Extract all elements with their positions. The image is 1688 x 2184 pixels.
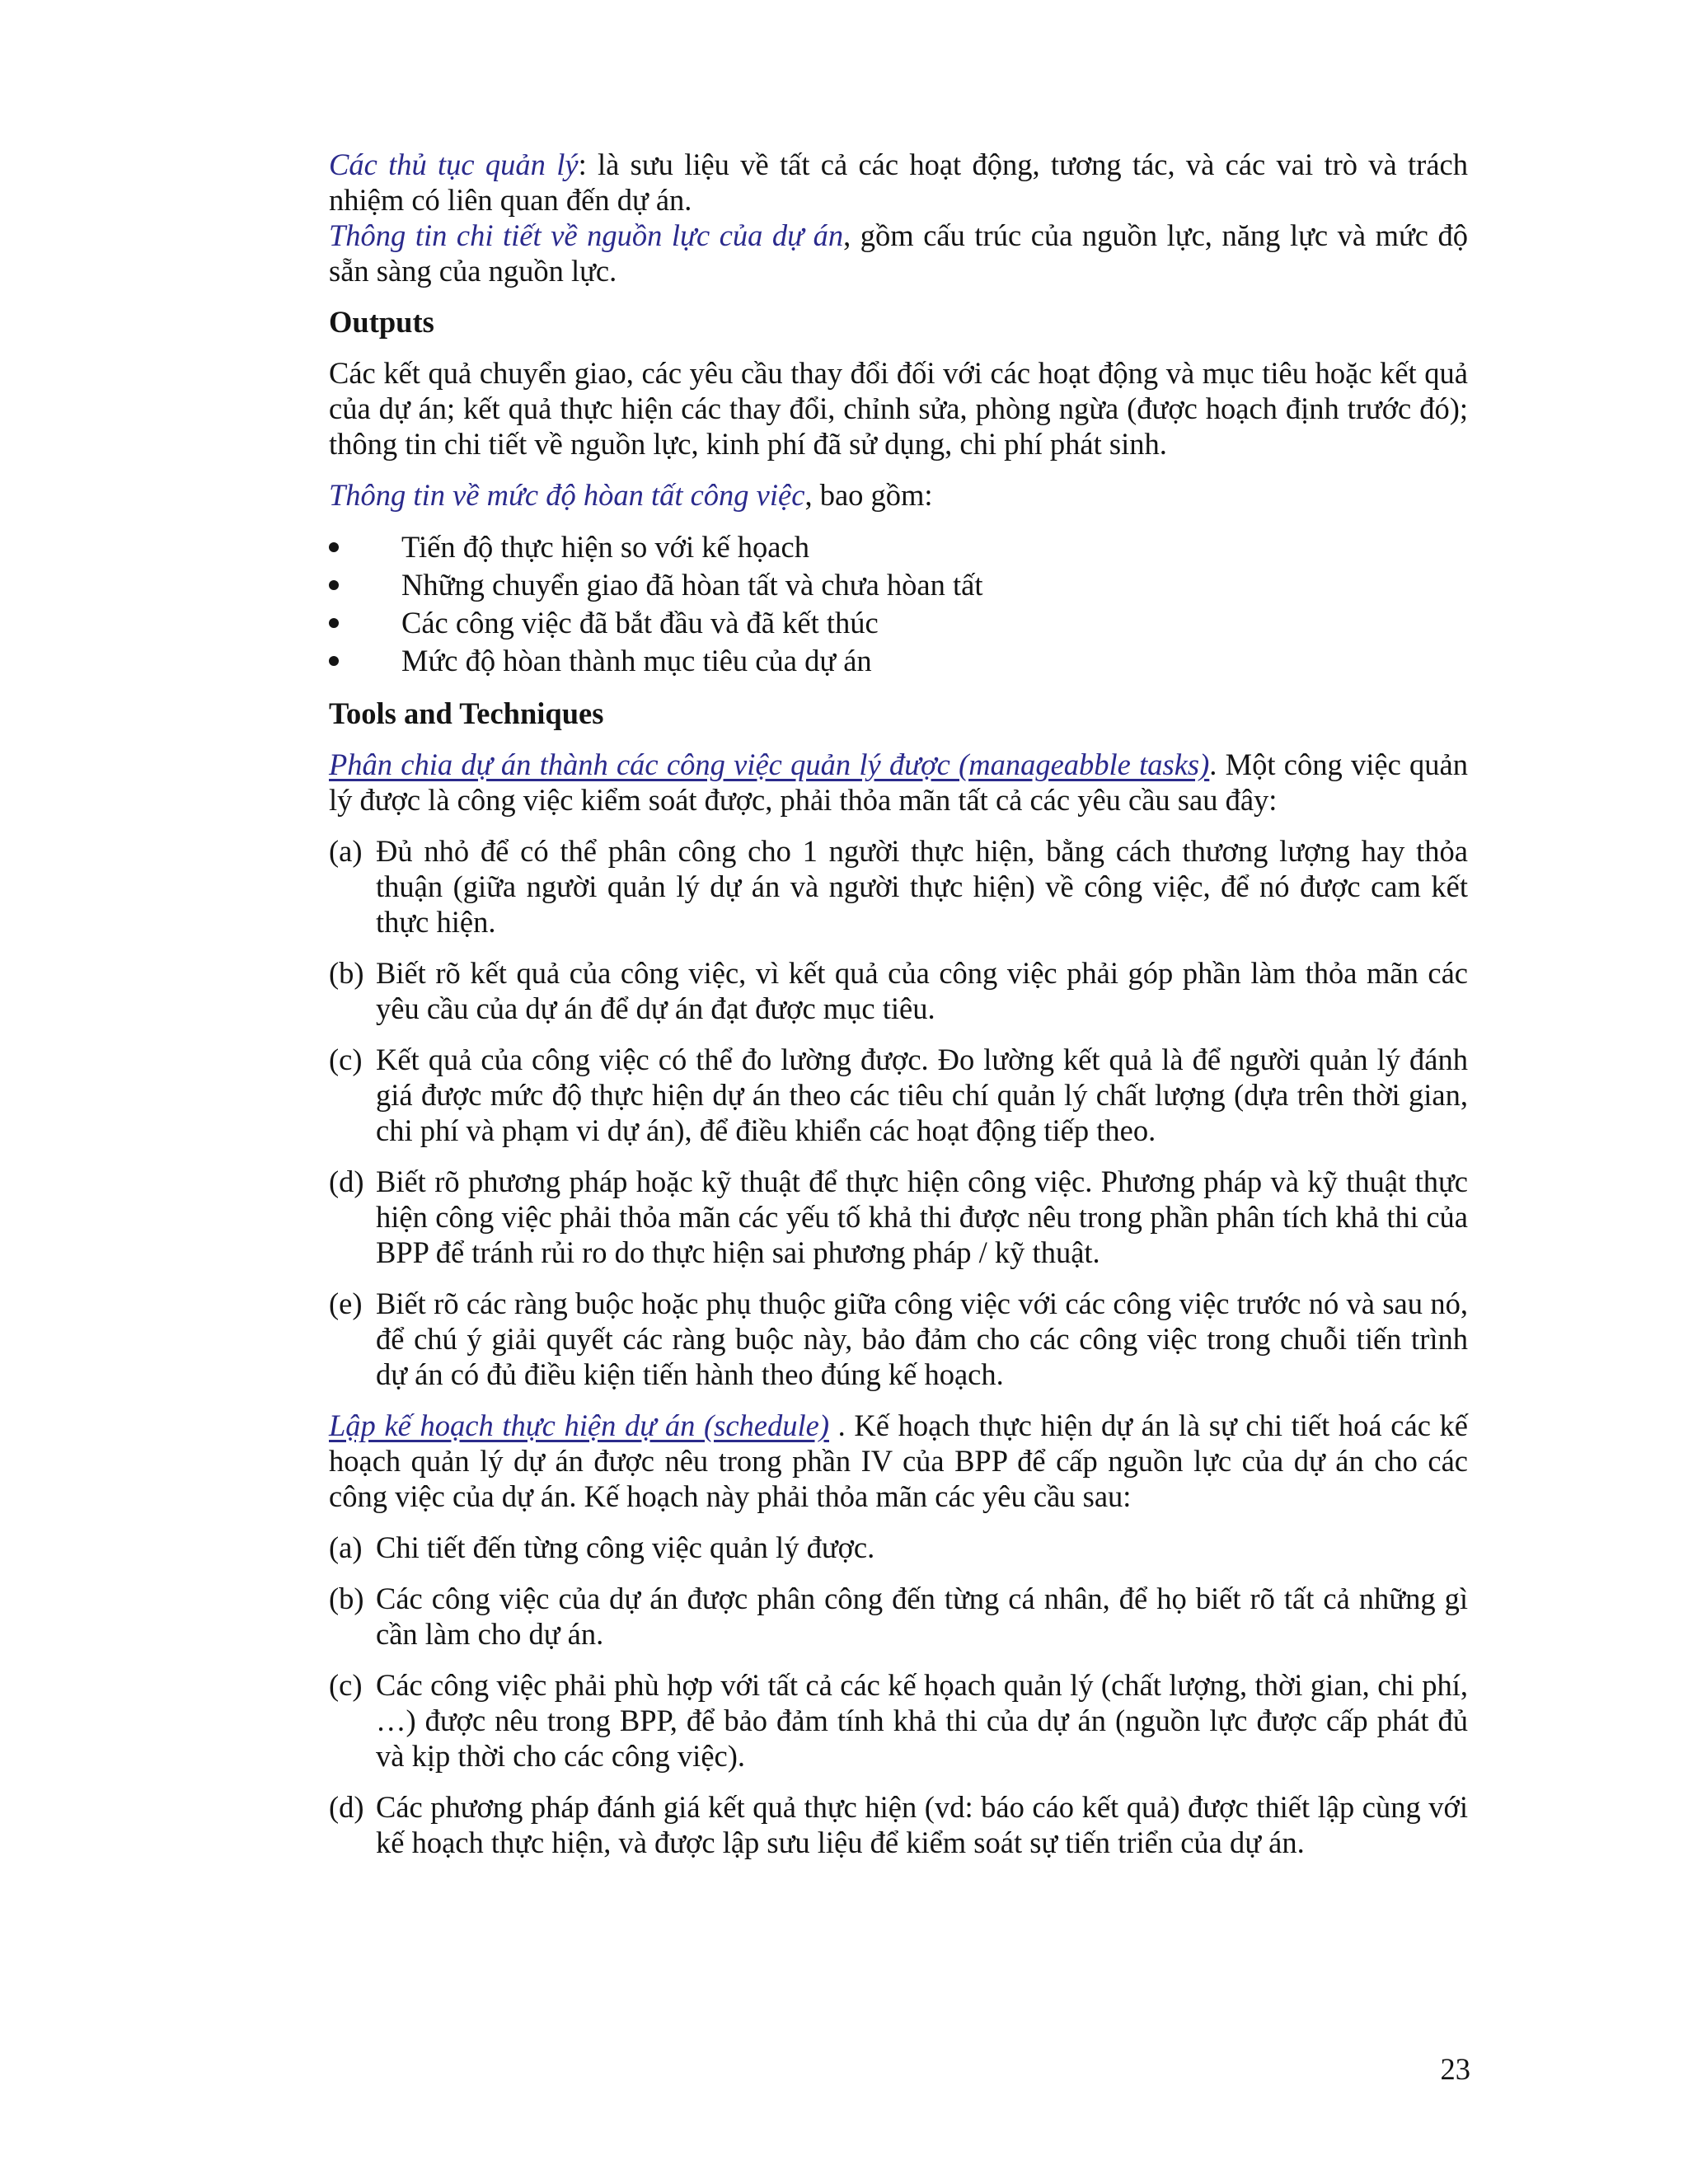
- item-text: Các công việc của dự án được phân công đến từng cá nhân, để họ biết rõ tất cả những gì cần làm cho dự án.: [376, 1582, 1468, 1651]
- list-item: [329, 566, 1468, 604]
- list-item: [329, 528, 1468, 566]
- item-label: (a): [329, 834, 363, 868]
- schedule-item: [329, 1581, 1468, 1652]
- list-item: [329, 604, 1468, 642]
- item-label: (d): [329, 1790, 364, 1824]
- list-item: [329, 642, 1468, 680]
- list-item-text: Tiến độ thực hiện so với kế họach: [401, 530, 809, 564]
- completion-info-term: Thông tin về mức độ hòan tất công việc: [329, 478, 805, 512]
- item-label: (c): [329, 1043, 363, 1076]
- page-number: 23: [1440, 2052, 1470, 2086]
- item-label: (b): [329, 1582, 364, 1615]
- resource-details-text: , gồm cấu trúc của nguồn lực, năng lực và mức độ sẵn sàng của nguồn lực.: [329, 218, 1468, 288]
- tools-heading: Tools and Techniques: [329, 696, 604, 730]
- item-label: (a): [329, 1530, 363, 1564]
- management-procedures-paragraph: [329, 147, 1468, 218]
- task-item: [329, 1286, 1468, 1392]
- bullet-icon: [329, 542, 339, 552]
- item-text: Chi tiết đến từng công việc quản lý được.: [376, 1530, 875, 1564]
- item-label: (d): [329, 1165, 364, 1198]
- resource-details-paragraph: [329, 218, 1468, 288]
- manageable-tasks-paragraph: [329, 747, 1468, 818]
- item-text: Biết rõ phương pháp hoặc kỹ thuật để thực hiện công việc. Phương pháp và kỹ thuật thực hiện công việc phải thỏa mãn các yếu tố khả thi được nêu trong phần phân tích khả thi của BPP để tránh rủi ro do thực hiện sai phương pháp / kỹ thuật.: [376, 1165, 1468, 1269]
- outputs-paragraph: Các kết quả chuyển giao, các yêu cầu thay đổi đối với các hoạt động và mục tiêu hoặc kết quả của dự án; kết quả thực hiện các thay đổi, chỉnh sửa, phòng ngừa (được hoạch định trước đó); thông tin chi tiết về nguồn lực, kinh phí đã sử dụng, chi phí phát sinh.: [329, 356, 1468, 461]
- management-procedures-text: : là sưu liệu về tất cả các hoạt động, tương tác, và các vai trò và trách nhiệm có liên quan đến dự án.: [329, 148, 1468, 217]
- completion-info-paragraph: [329, 477, 1468, 513]
- schedule-item: [329, 1789, 1468, 1860]
- item-text: Kết quả của công việc có thể đo lường được. Đo lường kết quả là để người quản lý đánh giá được mức độ thực hiện dự án theo các tiêu chí quản lý chất lượng (dựa trên thời gian, chi phí và phạm vi dự án), để điều khiển các hoạt động tiếp theo.: [376, 1043, 1468, 1147]
- task-item: [329, 833, 1468, 940]
- schedule-item: [329, 1667, 1468, 1774]
- item-text: Đủ nhỏ để có thể phân công cho 1 người thực hiện, bằng cách thương lượng hay thỏa thuận (giữa người quản lý dự án và người thực hiện) về công việc, để nó được cam kết thực hiện.: [376, 834, 1468, 939]
- task-item: [329, 955, 1468, 1026]
- task-item: [329, 1164, 1468, 1270]
- management-procedures-term: Các thủ tục quản lý: [329, 148, 579, 181]
- schedule-text: . Kế hoạch thực hiện dự án là sự chi tiết hoá các kế hoạch quản lý dự án được nêu trong phần IV của BPP để cấp nguồn lực của dự án cho các công việc của dự án. Kế hoạch này phải thỏa mãn các yêu cầu sau:: [329, 1408, 1468, 1513]
- item-label: (e): [329, 1286, 363, 1320]
- page-content: [329, 147, 1468, 1860]
- bullet-icon: [329, 656, 339, 666]
- manageable-tasks-text: . Một công việc quản lý được là công việc kiểm soát được, phải thỏa mãn tất cả các yêu cầu sau đây:: [329, 748, 1468, 817]
- item-label: (b): [329, 956, 364, 990]
- completion-bullet-list: [329, 528, 1468, 680]
- item-text: Biết rõ các ràng buộc hoặc phụ thuộc giữa công việc với các công việc trước nó và sau nó, để chú ý giải quyết các ràng buộc này, bảo đảm cho các công việc trong chuỗi tiến trình dự án có đủ điều kiện tiến hành theo đúng kế hoạch.: [376, 1286, 1468, 1391]
- item-label: (c): [329, 1668, 363, 1702]
- bullet-icon: [329, 580, 339, 590]
- item-text: Các công việc phải phù hợp với tất cả các kế họach quản lý (chất lượng, thời gian, chi phí, …) được nêu trong BPP, để bảo đảm tính khả thi của dự án (nguồn lực được cấp phát đủ và kịp thời cho các công việc).: [376, 1668, 1468, 1773]
- manageable-tasks-link[interactable]: Phân chia dự án thành các công việc quản lý được (manageabble tasks): [329, 748, 1210, 781]
- item-text: Các phương pháp đánh giá kết quả thực hiện (vd: báo cáo kết quả) được thiết lập cùng với kế hoạch thực hiện, và được lập sưu liệu để kiểm soát sự tiến triển của dự án.: [376, 1790, 1468, 1859]
- outputs-heading: Outputs: [329, 305, 434, 339]
- schedule-link[interactable]: Lập kế hoạch thực hiện dự án (schedule): [329, 1408, 829, 1442]
- list-item-text: Những chuyển giao đã hòan tất và chưa hòan tất: [401, 568, 983, 602]
- list-item-text: Các công việc đã bắt đầu và đã kết thúc: [401, 606, 879, 640]
- schedule-paragraph: [329, 1408, 1468, 1514]
- item-text: Biết rõ kết quả của công việc, vì kết quả của công việc phải góp phần làm thỏa mãn các yêu cầu của dự án để dự án đạt được mục tiêu.: [376, 956, 1468, 1025]
- task-item: [329, 1042, 1468, 1148]
- list-item-text: Mức độ hòan thành mục tiêu của dự án: [401, 644, 872, 677]
- schedule-item: [329, 1530, 1468, 1565]
- resource-details-term: Thông tin chi tiết về nguồn lực của dự án: [329, 218, 844, 252]
- completion-info-text: , bao gồm:: [804, 478, 933, 512]
- bullet-icon: [329, 618, 339, 628]
